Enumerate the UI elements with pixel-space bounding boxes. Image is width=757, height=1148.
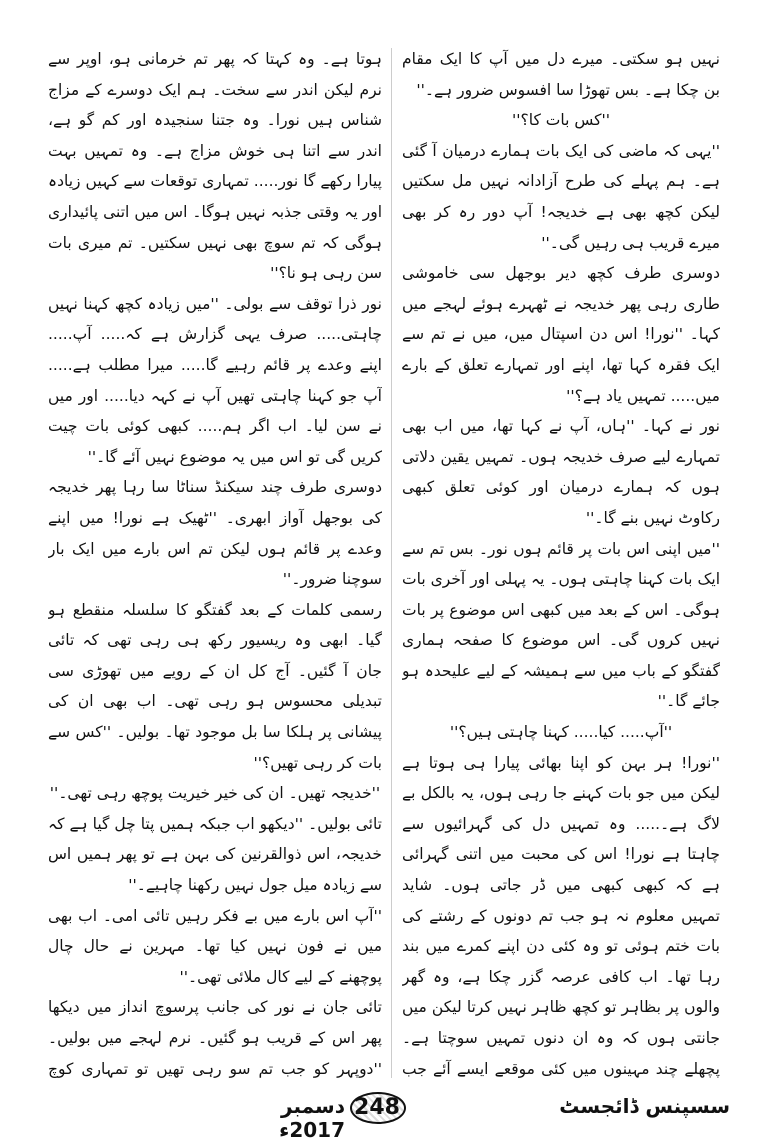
issue-date: دسمبر 2017ء: [279, 1094, 345, 1142]
paragraph: ''خدیجہ تھیں۔ ان کی خیر خیریت پوچھ رہی تھی۔'': [49, 784, 381, 803]
paragraph: نور ذرا توقف سے بولی۔ ''میں زیادہ کچھ کہنا نہیں چاہتی..... صرف یہی گزارش ہے کہ..... آپ..... اپنے وعدے پر قائم رہیے گا..... میرا مطلب ہے..... آپ جو کہنا چاہتی تھیں آپ نے کہہ دیا..... اور میں نے سن لیا۔ اب اگر ہم..... کبھی کوئی بات چیت کریں گی تو اس میں یہ موضوع نہیں آئے گا۔'': [48, 294, 382, 466]
paragraph: ''آپ اس بارے میں بے فکر رہیں تائی امی۔ اب بھی میں نے فون نہیں کیا تھا۔ مہرین نے حال چال پوچھنے کے لیے کال ملائی تھی۔'': [48, 906, 382, 986]
page-footer: [0, 1090, 757, 1142]
paragraph: دوسری طرف چند سیکنڈ سناٹا سا رہا پھر خدیجہ کی بوجھل آواز ابھری۔ ''ٹھیک ہے نورا! میں اپنے وعدے پر قائم ہوں لیکن تم اس بارے میں ایک بار سوچنا ضرور۔'': [48, 478, 382, 589]
paragraph: رسمی کلمات کے بعد گفتگو کا سلسلہ منقطع ہو گیا۔ ابھی وہ ریسیور رکھ ہی رہی تھی کہ تائی جان آ گئیں۔ آج کل ان کے رویے میں تھوڑی سی تبدیلی محسوس ہو رہی تھی۔ اب بھی ان کی پیشانی پر ہلکا سا بل موجود تھا۔ بولیں۔ ''کس سے بات کر رہی تھیں؟'': [48, 600, 382, 772]
paragraph: ''کس بات کا؟'': [512, 111, 610, 130]
paragraph: تائی بولیں۔ ''دیکھو اب جبکہ ہمیں پتا چل گیا ہے کہ خدیجہ، اس ذوالقرنین کی بہن ہے تو پھر ہمیں اس سے زیادہ میل جول نہیں رکھنا چاہیے۔'': [48, 814, 382, 895]
left-text-column: [48, 44, 382, 1084]
column-divider: [391, 48, 392, 1078]
paragraph: ''نورا! ہر بہن کو اپنا بھائی پیارا ہی ہوتا ہے لیکن میں جو بات کہنے جا رہی ہوں، یہ بالکل بے لاگ ہے۔..... وہ تمہیں دل کی گہرائیوں سے چاہتا ہے نورا! اس کی محبت میں اتنی گہرائی ہے کہ کبھی کبھی میں ڈر جاتی ہوں۔ شاید تمہیں معلوم نہ ہو جب تم دونوں کے رشتے کی بات ختم ہوئی تو وہ کئی دن اپنے کمرے میں بند رہا تھا۔ اب کافی عرصہ گزر چکا ہے، وہ گھر والوں پر بظاہر تو کچھ ظاہر نہیں کرتا لیکن میں جانتی ہوں کہ وہ ان دنوں تمہیں سوچتا ہے۔ پچھلے چند مہینوں میں کئی موقعے ایسے آئے جب: [402, 753, 720, 1078]
paragraph: نہیں ہو سکتی۔ میرے دل میں آپ کا ایک مقام بن چکا ہے۔ بس تھوڑا سا افسوس ضرور ہے۔'': [402, 50, 720, 99]
paragraph: ہوتا ہے۔ وہ کہتا کہ پھر تم خرمانی ہو، اوپر سے نرم لیکن اندر سے سخت۔ ہم ایک دوسرے کے مزاج شناس ہیں نورا۔ وہ جتنا سنجیدہ اور کم گو ہے، اندر سے اتنا ہی خوش مزاج ہے۔ وہ تمہیں بہت پیارا رکھے گا نور..... تمہاری توقعات سے کہیں زیادہ اور یہ وقتی جذبہ نہیں ہوگا۔ اس میں اتنی پائیداری ہوگی کہ تم سوچ بھی نہیں سکتیں۔ تم میری بات سن رہی ہو نا؟'': [48, 50, 382, 283]
paragraph: ''آپ..... کیا..... کہنا چاہتی ہیں؟'': [449, 723, 673, 742]
paragraph: نور نے کہا۔ ''ہاں، آپ نے کہا تھا، میں اب بھی تمہارے لیے صرف خدیجہ ہوں۔ تمہیں یقین دلاتی ہوں کہ ہمارے درمیان اور کوئی تعلق کبھی رکاوٹ نہیں بنے گا۔'': [402, 417, 720, 527]
right-text-column: [402, 44, 720, 1084]
paragraph: تائی جان نے نور کی جانب پرسوچ انداز میں دیکھا پھر اس کے قریب ہو گئیں۔ نرم لہجے میں بولیں۔ ''دوپہر کو جب تم سو رہی تھیں تو تمہاری کوچ: [48, 998, 382, 1078]
paragraph: ''میں اپنی اس بات پر قائم ہوں نور۔ بس تم سے ایک بات کہنا چاہتی ہوں۔ یہ پہلی اور آخری بات ہوگی۔ اس کے بعد میں کبھی اس موضوع پر بات نہیں کروں گی۔ اس موضوع کا صفحہ ہماری گفتگو کے باب میں سے ہمیشہ کے لیے علیحدہ ہو جائے گا۔'': [402, 539, 720, 711]
paragraph: دوسری طرف کچھ دیر بوجھل سی خاموشی طاری رہی پھر خدیجہ نے ٹھہرے ہوئے لہجے میں کہا۔ ''نورا! اس دن اسپتال میں، میں نے تم سے ایک فقرہ کہا تھا، اپنے اور تمہارے تعلق کے بارے میں..... تمہیں یاد ہے؟'': [402, 264, 720, 405]
page-number: 248: [354, 1094, 400, 1120]
magazine-title: سسپنس ڈائجسٹ: [559, 1094, 730, 1118]
paragraph: ''یہی کہ ماضی کی ایک بات ہمارے درمیان آ گئی ہے۔ ہم پہلے کی طرح آزادانہ نہیں مل سکتیں لیکن کچھ بھی ہے خدیجہ! آپ دور رہ کر بھی میرے قریب ہی رہیں گی۔'': [402, 141, 720, 252]
page-number-badge: [346, 1090, 408, 1124]
